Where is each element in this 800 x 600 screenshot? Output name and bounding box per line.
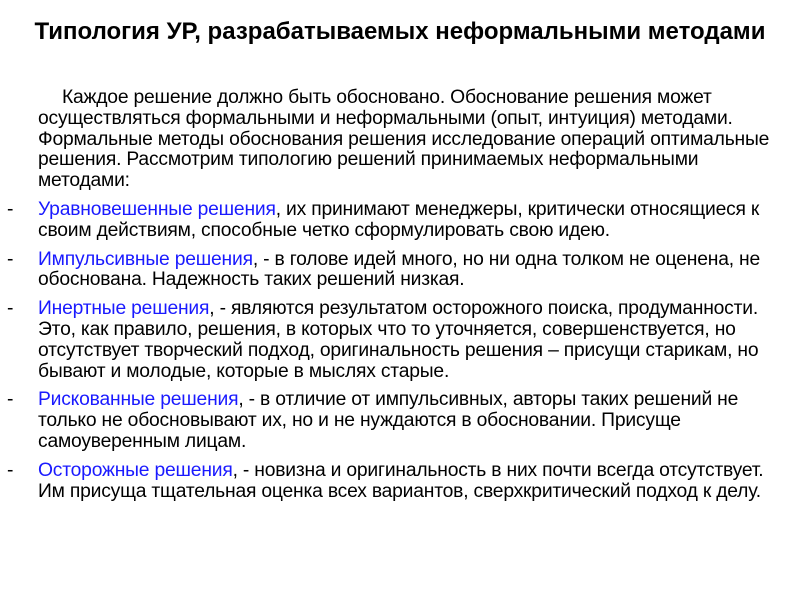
slide-body xyxy=(7,88,795,502)
intro-paragraph: Каждое решение должно быть обосновано. Обоснование решения может осуществляться формальными и неформальными (опыт, интуиция) методами. Формальные методы обоснования решения исследование операций оптимальные решения. Рассмотрим типологию решений принимаемых неформальными методами: xyxy=(38,87,770,192)
item-text: , - являются результатом осторожного поиска, продуманности. Это, как правило, решения, в которых что то уточняется, совершенствуется, но отсутствует творческий подход, оригинальность решения – присущи старикам, но бывают и молодые, которые в мыслях старые. xyxy=(38,298,759,382)
list-dash: - xyxy=(7,198,14,220)
term-cautious: Осторожные решения xyxy=(38,459,233,481)
list-dash: - xyxy=(7,298,14,320)
term-inert: Инертные решения xyxy=(38,298,210,320)
list-item-impulsive xyxy=(7,250,795,292)
slide-title: Типология УР, разрабатываемых неформальными методами xyxy=(34,18,766,45)
list-dash: - xyxy=(7,389,14,411)
item-text: , - в отличие от импульсивных, авторы таких решений не только не обосновывают их, но и не нуждаются в обосновании. Присуще самоуверенным лицам. xyxy=(38,389,739,452)
list-item-inert xyxy=(7,299,795,382)
term-balanced: Уравновешенные решения xyxy=(38,198,276,220)
item-text: , - в голове идей много, но ни одна толком не оценена, не обоснована. Надежность таких решений низкая. xyxy=(38,248,761,291)
term-impulsive: Импульсивные решения xyxy=(38,248,253,270)
list-item-risky xyxy=(7,390,795,452)
decision-types-list xyxy=(7,200,795,502)
list-item-cautious xyxy=(7,461,795,503)
list-dash: - xyxy=(7,248,14,270)
list-dash: - xyxy=(7,459,14,481)
list-item-balanced xyxy=(7,200,795,242)
item-text: , их принимают менеджеры, критически относящиеся к своим действиям, способные четко сформулировать свою идею. xyxy=(38,198,760,241)
term-risky: Рискованные решения xyxy=(38,389,239,411)
item-text: , - новизна и оригинальность в них почти всегда отсутствует. Им присуща тщательная оценка всех вариантов, сверхкритический подход к делу. xyxy=(38,459,764,502)
